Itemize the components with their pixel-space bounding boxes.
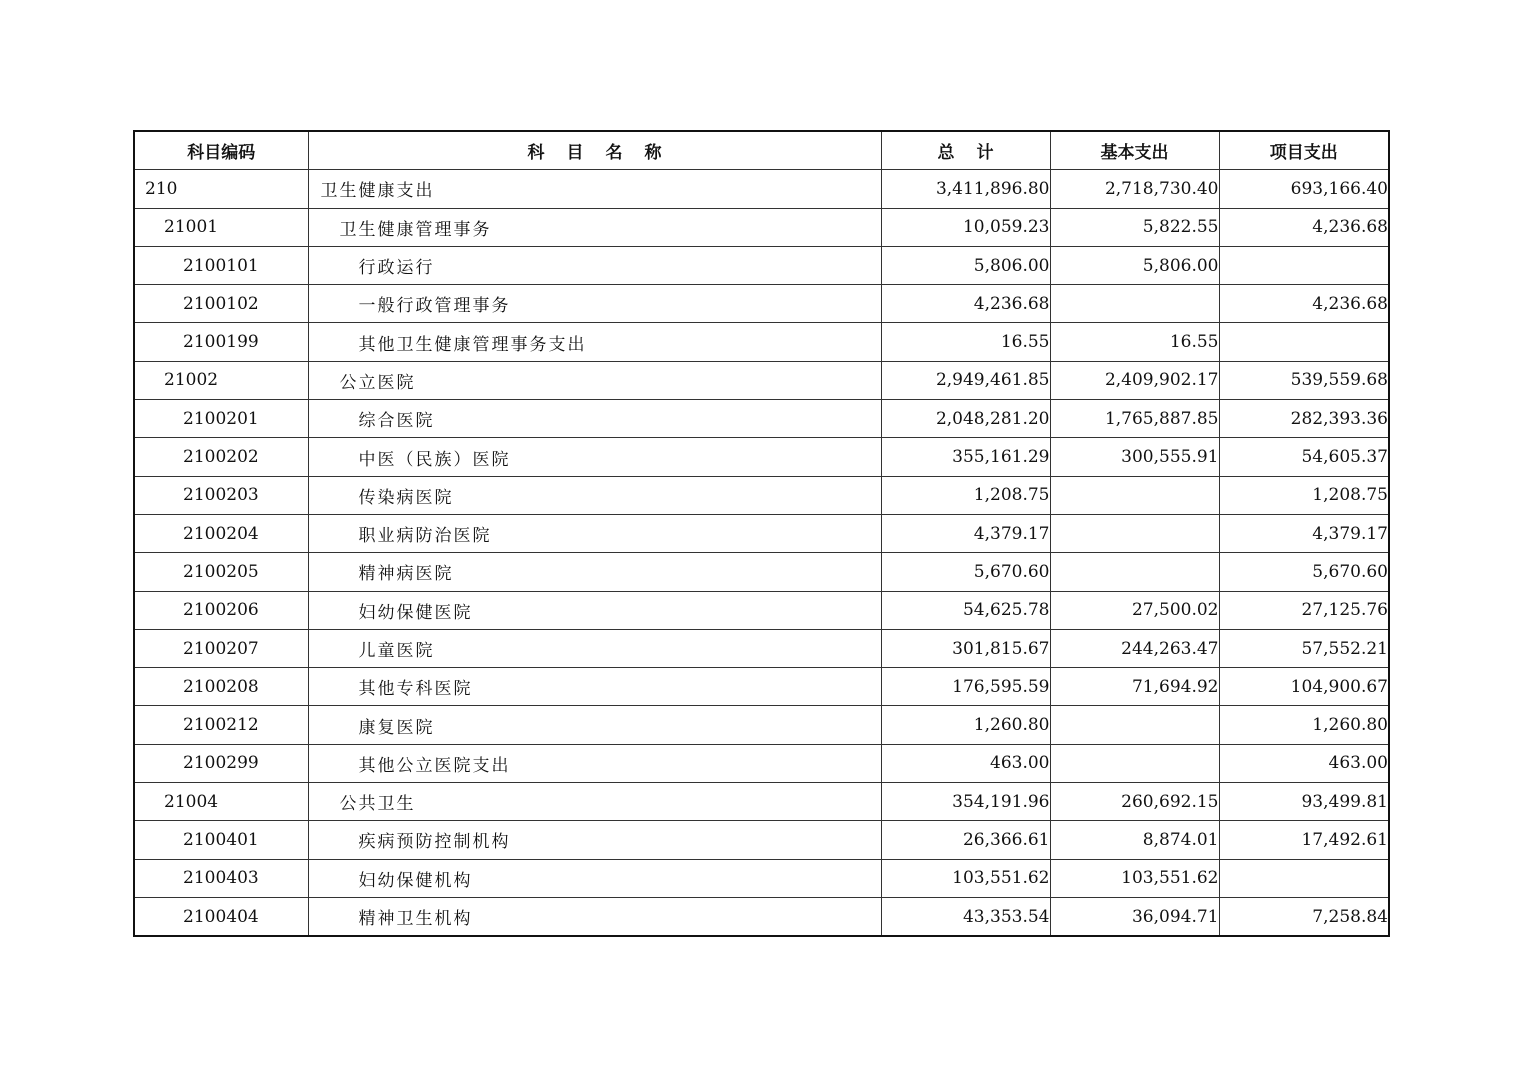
cell-total: 54,625.78 (881, 591, 1050, 629)
cell-basic: 103,551.62 (1050, 859, 1219, 897)
header-project: 项目支出 (1219, 131, 1389, 170)
cell-basic (1050, 706, 1219, 744)
cell-project: 5,670.60 (1219, 553, 1389, 591)
cell-total: 301,815.67 (881, 629, 1050, 667)
table-row (134, 821, 1389, 859)
table-row (134, 438, 1389, 476)
cell-name: 其他卫生健康管理事务支出 (308, 323, 881, 361)
table-row (134, 476, 1389, 514)
cell-name: 行政运行 (308, 246, 881, 284)
cell-name: 中医（民族）医院 (308, 438, 881, 476)
table-row (134, 706, 1389, 744)
cell-basic: 1,765,887.85 (1050, 400, 1219, 438)
cell-total: 5,670.60 (881, 553, 1050, 591)
cell-name: 妇幼保健机构 (308, 859, 881, 897)
cell-name: 其他专科医院 (308, 668, 881, 706)
cell-total: 26,366.61 (881, 821, 1050, 859)
table-row (134, 400, 1389, 438)
cell-basic: 244,263.47 (1050, 629, 1219, 667)
table-row (134, 783, 1389, 821)
cell-code: 2100199 (134, 323, 308, 361)
cell-total: 1,208.75 (881, 476, 1050, 514)
cell-code: 210 (134, 170, 308, 208)
table-row (134, 629, 1389, 667)
cell-project: 57,552.21 (1219, 629, 1389, 667)
cell-total: 2,949,461.85 (881, 361, 1050, 399)
header-basic: 基本支出 (1050, 131, 1219, 170)
cell-total: 354,191.96 (881, 783, 1050, 821)
cell-project: 93,499.81 (1219, 783, 1389, 821)
cell-basic: 5,822.55 (1050, 208, 1219, 246)
table-row (134, 285, 1389, 323)
cell-basic: 71,694.92 (1050, 668, 1219, 706)
table-row (134, 170, 1389, 208)
cell-code: 2100299 (134, 744, 308, 782)
cell-code: 2100102 (134, 285, 308, 323)
cell-name: 精神卫生机构 (308, 897, 881, 936)
cell-project: 4,379.17 (1219, 514, 1389, 552)
cell-code: 2100208 (134, 668, 308, 706)
cell-code: 2100207 (134, 629, 308, 667)
header-name: 科目名称 (308, 131, 881, 170)
cell-project: 693,166.40 (1219, 170, 1389, 208)
cell-name: 公共卫生 (308, 783, 881, 821)
cell-basic: 8,874.01 (1050, 821, 1219, 859)
cell-basic (1050, 476, 1219, 514)
cell-code: 2100404 (134, 897, 308, 936)
header-row (134, 131, 1389, 170)
cell-basic: 2,409,902.17 (1050, 361, 1219, 399)
cell-name: 一般行政管理事务 (308, 285, 881, 323)
cell-project (1219, 246, 1389, 284)
cell-total: 1,260.80 (881, 706, 1050, 744)
cell-project: 54,605.37 (1219, 438, 1389, 476)
table-row (134, 514, 1389, 552)
cell-name: 卫生健康管理事务 (308, 208, 881, 246)
cell-name: 妇幼保健医院 (308, 591, 881, 629)
table-row (134, 668, 1389, 706)
cell-total: 16.55 (881, 323, 1050, 361)
cell-code: 2100212 (134, 706, 308, 744)
cell-basic: 2,718,730.40 (1050, 170, 1219, 208)
cell-basic (1050, 285, 1219, 323)
cell-total: 4,236.68 (881, 285, 1050, 323)
cell-name: 职业病防治医院 (308, 514, 881, 552)
cell-project: 17,492.61 (1219, 821, 1389, 859)
cell-project: 4,236.68 (1219, 285, 1389, 323)
cell-code: 2100206 (134, 591, 308, 629)
header-total: 总计 (881, 131, 1050, 170)
cell-total: 176,595.59 (881, 668, 1050, 706)
cell-total: 5,806.00 (881, 246, 1050, 284)
cell-code: 2100203 (134, 476, 308, 514)
cell-name: 康复医院 (308, 706, 881, 744)
cell-basic: 36,094.71 (1050, 897, 1219, 936)
cell-name: 卫生健康支出 (308, 170, 881, 208)
table-row (134, 553, 1389, 591)
cell-code: 21001 (134, 208, 308, 246)
cell-name: 其他公立医院支出 (308, 744, 881, 782)
cell-total: 10,059.23 (881, 208, 1050, 246)
cell-project: 4,236.68 (1219, 208, 1389, 246)
table-row (134, 744, 1389, 782)
cell-project: 539,559.68 (1219, 361, 1389, 399)
cell-code: 2100205 (134, 553, 308, 591)
cell-project: 27,125.76 (1219, 591, 1389, 629)
cell-basic (1050, 744, 1219, 782)
cell-project (1219, 323, 1389, 361)
cell-code: 2100202 (134, 438, 308, 476)
cell-basic (1050, 514, 1219, 552)
cell-project: 282,393.36 (1219, 400, 1389, 438)
cell-project: 7,258.84 (1219, 897, 1389, 936)
cell-basic: 260,692.15 (1050, 783, 1219, 821)
cell-name: 综合医院 (308, 400, 881, 438)
cell-code: 2100101 (134, 246, 308, 284)
cell-project: 104,900.67 (1219, 668, 1389, 706)
cell-name: 疾病预防控制机构 (308, 821, 881, 859)
cell-basic (1050, 553, 1219, 591)
table-row (134, 897, 1389, 936)
cell-name: 儿童医院 (308, 629, 881, 667)
cell-total: 355,161.29 (881, 438, 1050, 476)
cell-total: 103,551.62 (881, 859, 1050, 897)
cell-code: 2100403 (134, 859, 308, 897)
cell-code: 2100204 (134, 514, 308, 552)
cell-name: 公立医院 (308, 361, 881, 399)
cell-total: 3,411,896.80 (881, 170, 1050, 208)
table-row (134, 361, 1389, 399)
cell-project (1219, 859, 1389, 897)
table-row (134, 859, 1389, 897)
cell-basic: 300,555.91 (1050, 438, 1219, 476)
cell-total: 43,353.54 (881, 897, 1050, 936)
cell-code: 2100401 (134, 821, 308, 859)
cell-project: 463.00 (1219, 744, 1389, 782)
cell-name: 传染病医院 (308, 476, 881, 514)
table-row (134, 323, 1389, 361)
cell-total: 4,379.17 (881, 514, 1050, 552)
cell-code: 21004 (134, 783, 308, 821)
table-body (134, 170, 1389, 936)
cell-project: 1,208.75 (1219, 476, 1389, 514)
cell-code: 21002 (134, 361, 308, 399)
cell-total: 2,048,281.20 (881, 400, 1050, 438)
cell-basic: 16.55 (1050, 323, 1219, 361)
cell-total: 463.00 (881, 744, 1050, 782)
cell-code: 2100201 (134, 400, 308, 438)
budget-table (133, 130, 1390, 937)
cell-name: 精神病医院 (308, 553, 881, 591)
table-row (134, 591, 1389, 629)
table-row (134, 208, 1389, 246)
table-row (134, 246, 1389, 284)
cell-basic: 5,806.00 (1050, 246, 1219, 284)
cell-basic: 27,500.02 (1050, 591, 1219, 629)
header-code: 科目编码 (134, 131, 308, 170)
cell-project: 1,260.80 (1219, 706, 1389, 744)
